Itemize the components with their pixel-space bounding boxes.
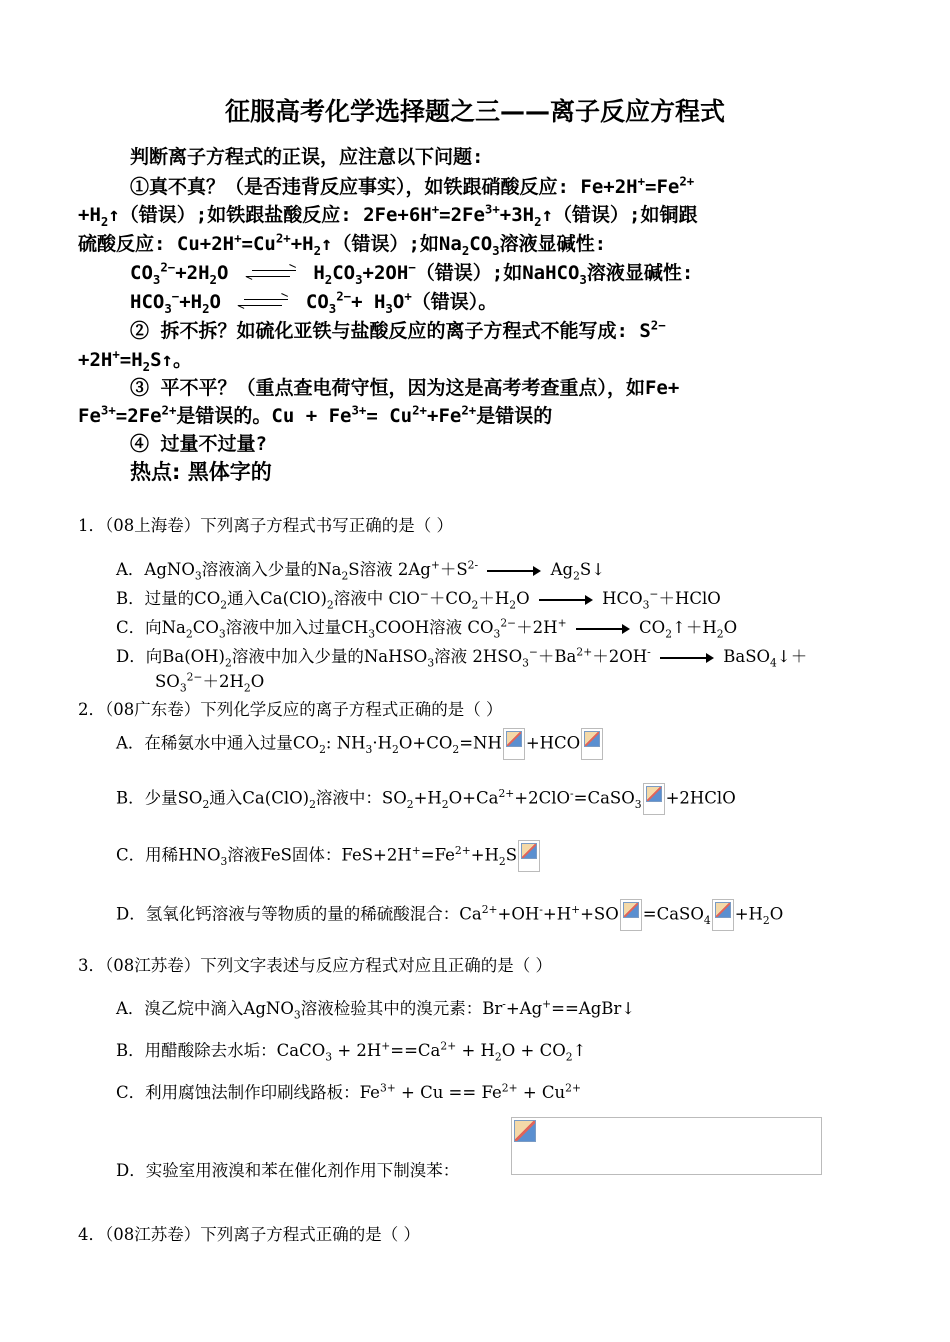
question-2-stem: 2．（08广东卷）下列化学反应的离子方程式正确的是（ ） [78,700,503,719]
question-1-stem: 1．（08上海卷）下列离子方程式书写正确的是（ ） [78,516,453,535]
question-1-option-a: A．AgNO$_3$溶液滴入少量的$Na_2S$溶液 $2Ag^++S^{2-}$ $Ag_2S$ ↓ [116,556,605,580]
reaction-arrow-icon [487,566,541,576]
broken-image-icon [581,728,603,760]
hotspot-line: 热点: 黑体字的 [130,460,272,484]
equilibrium-arrow-icon [238,296,288,310]
intro-p3-line2: $Fe^{3+}=2Fe^{2+}$是错误的。$Cu + Fe^{3+}= Cu^{2+}+Fe^{2+}$是错误的 [78,403,553,427]
intro-eq1: $CO_3^{2-}+2H_2O$ $H_2CO_3+2OH^-$（错误）;如NaHCO$_3$溶液显碱性: [130,260,694,287]
equation-image-placeholder [511,1117,822,1175]
intro-p3-line1: ③ 平不平？（重点查电荷守恒，因为这是高考考查重点），如Fe+ [130,377,680,399]
intro-p2-line1: ② 拆不拆？如硫化亚铁与盐酸反应的离子方程式不能写成: $S^{2-}$ [130,318,666,342]
intro-p1-line1: ①真不真？（是否违背反应事实），如铁跟硝酸反应: $Fe+2H^+=Fe^{2+}$ [130,174,695,198]
question-3-option-c: C．利用腐蚀法制作印刷线路板：$Fe^{3+} + Cu == Fe^{2+} + Cu^{2+}$ [116,1081,581,1102]
question-1-option-d-cont: $SO_3^{2-}+2H_2O$ [155,670,265,695]
reaction-arrow-icon [660,653,714,663]
broken-image-icon [514,1120,536,1142]
question-3-stem: 3．（08江苏卷）下列文字表述与反应方程式对应且正确的是（ ） [78,956,552,975]
reaction-arrow-icon [576,624,630,634]
intro-p1-line2: $+H_2↑$（错误）;如铁跟盐酸反应: $2Fe+6H^+=2Fe^{3+}+3H_2↑$（错误）;如铜跟 [78,202,698,229]
intro-p4: ④ 过量不过量? [130,433,267,455]
question-2-option-c: C．用稀$HNO_3$溶液FeS固体：$FeS+2H^+=Fe^{2+}+H_2S$ [116,840,541,872]
question-1-option-b: B．过量的$CO_2$通入$Ca(ClO)_2$溶液中 $ClO^-+CO_2+H_2O$ $HCO_3^-+HClO$ [116,587,721,612]
broken-image-icon [518,840,540,872]
broken-image-icon [503,728,525,760]
question-2-option-b: B．少量$SO_2$通入$Ca(ClO)_2$溶液中：$SO_2+H_2O+Ca^{2+}+2ClO^-=CaSO_3$ +2HClO [116,783,736,815]
equilibrium-arrow-icon [246,267,296,281]
intro-p1-line3: 硫酸反应: $Cu+2H^+=Cu^{2+}+H_2↑$（错误）;如$Na_2CO_3$溶液显碱性: [78,231,607,258]
page-title: 征服高考化学选择题之三——离子反应方程式 [224,97,725,126]
question-2-option-a: A．在稀氨水中通入过量$CO_2$: $NH_3\cdot H_2O+CO_2=NH$ +HCO [116,728,604,760]
question-3-option-b: B．用醋酸除去水垢：CaCO$_3$ + $2H^+==Ca^{2+} + H_2O + CO_2$ ↑ [116,1037,586,1061]
intro-p2-line2: $+2H^+=H_2S↑$。 [78,347,192,374]
question-1-option-c: C．向$Na_2CO_3$溶液中加入过量$CH_3COOH$溶液 $CO_3^{2-}+2H^+$ $CO_2$ ↑ $+H_2O$ [116,614,737,638]
question-1-option-d: D．向$Ba(OH)_2$溶液中加入少量的NaHSO$_3$溶液 $2HSO_3^-+Ba^{2+}+2OH^-$ BaSO$_4$ ↓ ＋ [116,643,807,667]
question-3-option-a: A．溴乙烷中滴入AgNO$_3$溶液检验其中的溴元素：Br-+Ag+==AgBr ↓ [116,995,635,1019]
intro-eq2: $HCO_3^-+H_2O$ $CO_3^{2-}+ H_3O^+$（错误）。 [130,289,498,316]
question-2-option-d: D．氢氧化钙溶液与等物质的量的稀硫酸混合：$Ca^{2+}+OH^-+H^++SO$ =CaSO$_4$ $+H_2O$ [116,899,783,931]
broken-image-icon [643,783,665,815]
question-3-option-d: D．实验室用液溴和苯在催化剂作用下制溴苯： [116,1161,460,1180]
broken-image-icon [620,899,642,931]
question-4-stem: 4．（08江苏卷）下列离子方程式正确的是（ ） [78,1225,420,1244]
broken-image-icon [712,899,734,931]
intro-lead: 判断离子方程式的正误，应注意以下问题: [130,146,484,168]
reaction-arrow-icon [539,595,593,605]
